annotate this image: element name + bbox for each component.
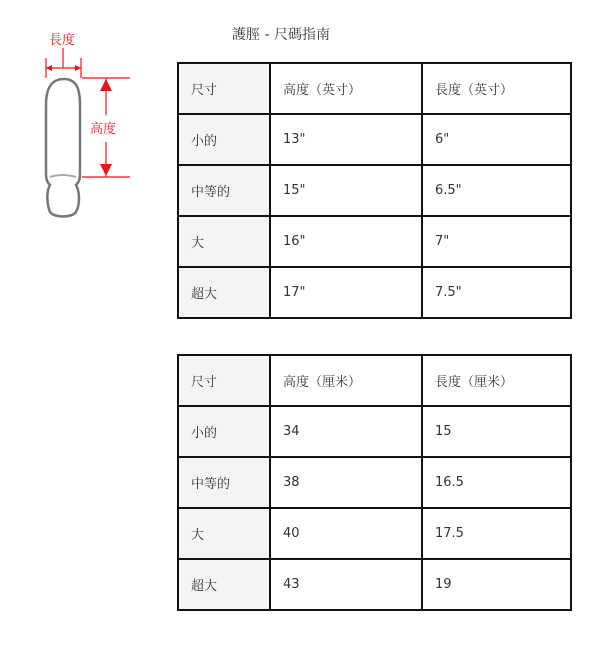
size-cell: 中等的 — [178, 165, 270, 216]
height-cell: 13" — [270, 114, 422, 165]
height-label: 高度 — [90, 122, 117, 137]
height-cell: 38 — [270, 457, 422, 508]
height-cell: 34 — [270, 406, 422, 457]
table-row — [178, 216, 571, 267]
table-row — [178, 508, 571, 559]
height-cell: 16" — [270, 216, 422, 267]
length-cell: 6.5" — [422, 165, 571, 216]
size-table-cm — [177, 354, 572, 611]
size-cell: 小的 — [178, 406, 270, 457]
length-cell: 19 — [422, 559, 571, 610]
size-cell: 中等的 — [178, 457, 270, 508]
height-cell: 15" — [270, 165, 422, 216]
table-row — [178, 457, 571, 508]
height-cell: 40 — [270, 508, 422, 559]
height-cell: 17" — [270, 267, 422, 318]
header-cell: 尺寸 — [178, 63, 270, 114]
length-cell: 7" — [422, 216, 571, 267]
header-cell: 高度（厘米） — [270, 355, 422, 406]
size-cell: 超大 — [178, 267, 270, 318]
header-cell: 高度（英寸） — [270, 63, 422, 114]
length-label: 長度 — [49, 33, 76, 48]
table-row — [178, 114, 571, 165]
shin-guard-diagram — [0, 0, 160, 230]
table-row — [178, 559, 571, 610]
table-header-row — [178, 355, 571, 406]
header-cell: 尺寸 — [178, 355, 270, 406]
size-cell: 超大 — [178, 559, 270, 610]
header-cell: 長度（厘米） — [422, 355, 571, 406]
length-cell: 15 — [422, 406, 571, 457]
table-header-row — [178, 63, 571, 114]
page-title: 護脛 - 尺碼指南 — [232, 27, 330, 43]
table-row — [178, 406, 571, 457]
length-cell: 17.5 — [422, 508, 571, 559]
header-cell: 長度（英寸） — [422, 63, 571, 114]
table-row — [178, 165, 571, 216]
height-cell: 43 — [270, 559, 422, 610]
table-row — [178, 267, 571, 318]
size-cell: 大 — [178, 508, 270, 559]
length-cell: 6" — [422, 114, 571, 165]
size-table-inches — [177, 62, 572, 319]
length-cell: 7.5" — [422, 267, 571, 318]
length-cell: 16.5 — [422, 457, 571, 508]
size-cell: 小的 — [178, 114, 270, 165]
size-cell: 大 — [178, 216, 270, 267]
